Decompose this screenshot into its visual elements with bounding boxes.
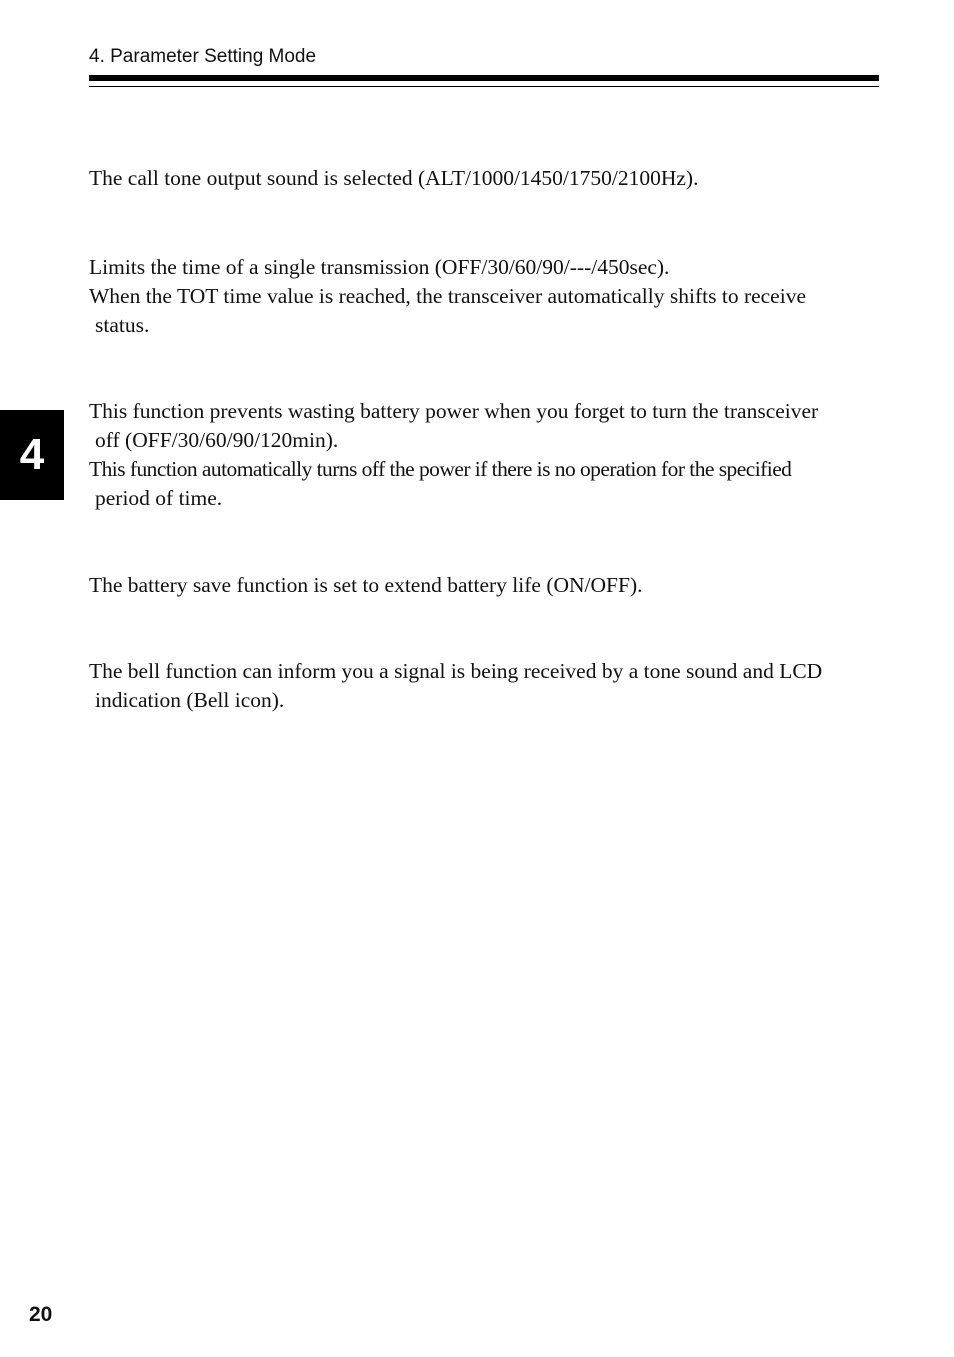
apo-description — [89, 397, 884, 513]
apo-line-1: This function prevents wasting battery power when you forget to turn the transceiver — [89, 399, 819, 423]
call-tone-line-1: The call tone output sound is selected (ALT/1000/1450/1750/2100Hz). — [89, 166, 699, 190]
bell-line-2: indication (Bell icon). — [95, 688, 285, 712]
chapter-tab: 4 — [0, 410, 64, 500]
tot-line-2: When the TOT time value is reached, the transceiver automatically shifts to receive — [89, 284, 806, 308]
apo-line-4: period of time. — [95, 486, 223, 510]
header-rule-thick — [89, 75, 879, 81]
bell-line-1: The bell function can inform you a signal is being received by a tone sound and LCD — [89, 659, 823, 683]
apo-line-2: off (OFF/30/60/90/120min). — [95, 428, 339, 452]
bell-description — [89, 657, 884, 715]
tot-description — [89, 253, 884, 340]
tot-line-1: Limits the time of a single transmission (OFF/30/60/90/---/450sec). — [89, 255, 670, 279]
battery-save-line-1: The battery save function is set to extend battery life (ON/OFF). — [89, 573, 643, 597]
tot-line-3: status. — [95, 313, 150, 337]
call-tone-description — [89, 164, 884, 193]
battery-save-description — [89, 571, 884, 600]
header-rule-thin — [89, 86, 879, 87]
running-header: 4. Parameter Setting Mode — [89, 46, 317, 67]
page-number: 20 — [29, 1303, 53, 1326]
apo-line-3: This function automatically turns off the power if there is no operation for the specified — [89, 457, 792, 481]
